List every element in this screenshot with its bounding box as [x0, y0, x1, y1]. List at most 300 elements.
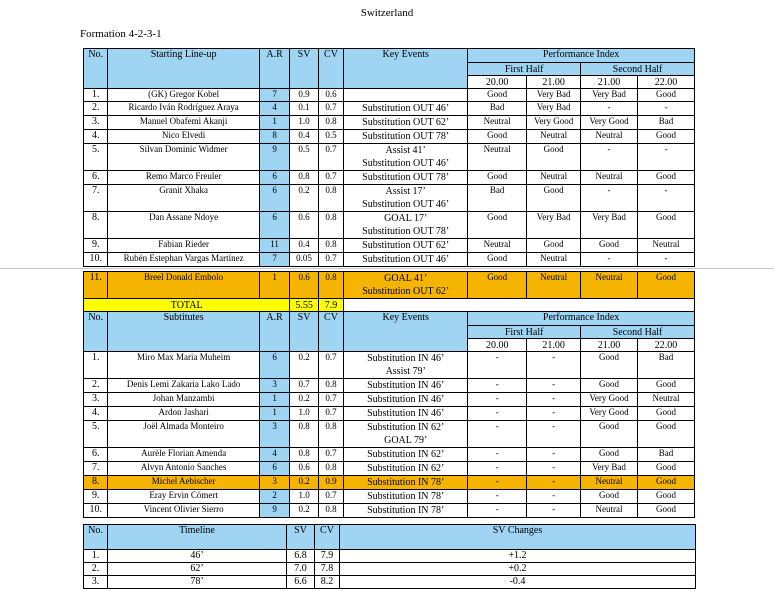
- starter-11-row: [84, 272, 695, 299]
- header-second-half: Second Half: [581, 326, 695, 339]
- timeline-sv: 6.8: [287, 550, 315, 563]
- performance-3: Good: [581, 379, 638, 393]
- key-event: GOAL 41’: [384, 273, 428, 284]
- formation-label: Formation 4-2-3-1: [80, 28, 162, 40]
- performance-2: -: [527, 379, 581, 393]
- player-name: Granit Xhaka: [108, 185, 259, 212]
- header-sv: SV: [290, 312, 318, 352]
- performance-4: -: [637, 185, 694, 212]
- performance-4: -: [637, 102, 694, 116]
- player-ar: 2: [259, 490, 289, 504]
- key-events: [344, 144, 468, 171]
- performance-1: Bad: [468, 185, 527, 212]
- player-ar: 1: [259, 393, 289, 407]
- player-name: Dan Assane Ndoye: [108, 212, 259, 239]
- row-number: 11.: [84, 272, 108, 299]
- player-ar: 3: [259, 421, 289, 448]
- row-number: 6.: [84, 448, 108, 462]
- player-ar: 7: [259, 253, 289, 267]
- player-ar: 9: [259, 144, 289, 171]
- header-time-2: 21.00: [527, 76, 581, 89]
- performance-3: -: [581, 102, 638, 116]
- player-name: (GK) Gregor Kobel: [108, 89, 259, 102]
- header-cv: CV: [318, 49, 343, 89]
- key-event: Substitution OUT 78’: [362, 131, 450, 142]
- starters-rows: [84, 89, 695, 267]
- player-name: Miro Max Maria Muheim: [108, 352, 259, 379]
- row-number: 4.: [84, 407, 108, 421]
- starter-row: [84, 130, 695, 144]
- performance-3: Very Bad: [581, 89, 638, 102]
- performance-3: Very Bad: [581, 462, 638, 476]
- key-event: Substitution OUT 46’: [362, 158, 450, 169]
- sv-change: +1.2: [340, 550, 696, 563]
- row-number: 1.: [84, 550, 108, 563]
- row-number: 3.: [84, 576, 108, 589]
- key-events: [344, 116, 468, 130]
- performance-2: Very Bad: [527, 89, 581, 102]
- timeline-sv: 7.0: [287, 563, 315, 576]
- row-number: 10.: [84, 253, 108, 267]
- starting-lineup-table: [83, 48, 695, 267]
- header-no: No.: [84, 525, 108, 550]
- player-sv: 1.0: [290, 407, 318, 421]
- performance-4: Bad: [637, 352, 694, 379]
- starter-row: [84, 253, 695, 267]
- player-sv: 1.0: [290, 116, 318, 130]
- key-events: [344, 185, 468, 212]
- performance-1: Neutral: [468, 116, 527, 130]
- performance-3: -: [581, 185, 638, 212]
- player-sv: 0.8: [290, 171, 318, 185]
- performance-3: Neutral: [581, 504, 638, 518]
- performance-1: Good: [468, 272, 527, 299]
- key-event: Substitution IN 46’: [367, 353, 445, 364]
- player-cv: 0.8: [318, 212, 343, 239]
- substitute-row: [84, 421, 695, 448]
- key-events: [344, 212, 468, 239]
- performance-4: Good: [637, 490, 694, 504]
- starter-row: [84, 144, 695, 171]
- header-timeline: Timeline: [108, 525, 287, 550]
- performance-3: Good: [581, 239, 638, 253]
- header-key-events: Key Events: [344, 49, 468, 89]
- player-cv: 0.8: [318, 421, 343, 448]
- player-sv: 0.8: [290, 421, 318, 448]
- substitute-row: [84, 448, 695, 462]
- player-cv: 0.7: [318, 352, 343, 379]
- timeline-minute: 62’: [108, 563, 287, 576]
- timeline-cv: 7.8: [315, 563, 340, 576]
- performance-4: Good: [637, 171, 694, 185]
- performance-4: -: [637, 253, 694, 267]
- substitute-row: [84, 476, 695, 490]
- timeline-minute: 78’: [108, 576, 287, 589]
- player-ar: 8: [259, 130, 289, 144]
- timeline-row: [84, 576, 696, 589]
- key-event: Substitution OUT 62’: [362, 240, 450, 251]
- performance-4: Bad: [637, 116, 694, 130]
- substitute-row: [84, 379, 695, 393]
- page-title: Switzerland: [360, 7, 414, 19]
- key-event: Substitution IN 46’: [367, 380, 445, 391]
- player-name: Fabian Rieder: [108, 239, 259, 253]
- player-sv: 0.5: [290, 144, 318, 171]
- key-events: [344, 89, 468, 102]
- performance-2: Neutral: [527, 272, 581, 299]
- player-ar: 11: [259, 239, 289, 253]
- starter-row: [84, 116, 695, 130]
- player-name: Breel Donald Embolo: [108, 272, 259, 299]
- sv-change: +0.2: [340, 563, 696, 576]
- player-ar: 6: [259, 171, 289, 185]
- key-event: Substitution OUT 46’: [362, 199, 450, 210]
- header-time-4: 22.00: [637, 76, 694, 89]
- performance-1: -: [468, 352, 527, 379]
- performance-3: Very Bad: [581, 212, 638, 239]
- key-events: [344, 393, 468, 407]
- key-events: [344, 102, 468, 116]
- row-number: 4.: [84, 130, 108, 144]
- key-event: Substitution IN 62’: [367, 463, 445, 474]
- player-cv: 0.7: [318, 253, 343, 267]
- key-events: [344, 352, 468, 379]
- header-cv: CV: [315, 525, 340, 550]
- key-event: Assist 17’: [385, 186, 426, 197]
- player-name: Aurèle Florian Amenda: [108, 448, 259, 462]
- player-cv: 0.7: [318, 393, 343, 407]
- player-sv: 0.2: [290, 476, 318, 490]
- performance-2: -: [527, 448, 581, 462]
- header-time-2: 21.00: [527, 339, 581, 352]
- header-performance-index: Performance Index: [468, 312, 695, 326]
- timeline-row: [84, 550, 696, 563]
- player-sv: 0.2: [290, 504, 318, 518]
- player-ar: 3: [259, 379, 289, 393]
- player-cv: 0.8: [318, 379, 343, 393]
- row-number: 2.: [84, 379, 108, 393]
- player-cv: 0.8: [318, 504, 343, 518]
- timeline-table: [83, 524, 696, 589]
- player-cv: 0.7: [318, 171, 343, 185]
- performance-3: -: [581, 253, 638, 267]
- performance-1: -: [468, 462, 527, 476]
- header-cv: CV: [318, 312, 343, 352]
- key-event: Substitution OUT 78’: [362, 172, 450, 183]
- performance-4: Neutral: [637, 393, 694, 407]
- header-time-3: 21.00: [581, 339, 638, 352]
- performance-4: Good: [637, 504, 694, 518]
- performance-1: -: [468, 393, 527, 407]
- starter-row: [84, 272, 695, 299]
- key-events: [344, 421, 468, 448]
- key-event: Substitution OUT 62’: [362, 117, 450, 128]
- header-ar: A.R: [259, 49, 289, 89]
- total-sv: 5.55: [290, 299, 318, 312]
- key-event: Substitution IN 78’: [367, 491, 445, 502]
- timeline-cv: 8.2: [315, 576, 340, 589]
- key-event: Assist 79’: [385, 366, 426, 377]
- header-time-4: 22.00: [637, 339, 694, 352]
- performance-1: Good: [468, 89, 527, 102]
- performance-4: Good: [637, 379, 694, 393]
- row-number: 5.: [84, 421, 108, 448]
- player-name: Eray Ervin Cömert: [108, 490, 259, 504]
- row-number: 8.: [84, 212, 108, 239]
- performance-2: -: [527, 407, 581, 421]
- header-sv-changes: SV Changes: [340, 525, 696, 550]
- key-events: [344, 272, 468, 299]
- performance-4: -: [637, 144, 694, 171]
- performance-1: Neutral: [468, 239, 527, 253]
- key-event: Substitution OUT 46’: [362, 103, 450, 114]
- row-number: 10.: [84, 504, 108, 518]
- substitutes-table: [83, 271, 695, 518]
- player-name: Denis Lemi Zakaria Lako Lado: [108, 379, 259, 393]
- substitute-row: [84, 407, 695, 421]
- row-number: 6.: [84, 171, 108, 185]
- performance-3: Good: [581, 490, 638, 504]
- starter-row: [84, 239, 695, 253]
- player-sv: 0.6: [290, 212, 318, 239]
- performance-1: Good: [468, 253, 527, 267]
- performance-3: -: [581, 144, 638, 171]
- player-sv: 0.4: [290, 130, 318, 144]
- total-label: TOTAL: [84, 299, 290, 312]
- player-name: Johan Manzambi: [108, 393, 259, 407]
- player-cv: 0.7: [318, 490, 343, 504]
- header-first-half: First Half: [468, 326, 581, 339]
- header-time-3: 21.00: [581, 76, 638, 89]
- performance-1: -: [468, 421, 527, 448]
- key-events: [344, 490, 468, 504]
- performance-4: Neutral: [637, 239, 694, 253]
- player-ar: 3: [259, 476, 289, 490]
- performance-4: Good: [637, 212, 694, 239]
- header-no: No.: [84, 312, 108, 352]
- player-sv: 0.6: [290, 272, 318, 299]
- player-name: Vincent Olivier Sierro: [108, 504, 259, 518]
- timeline-cv: 7.9: [315, 550, 340, 563]
- substitute-row: [84, 393, 695, 407]
- header-sv: SV: [287, 525, 315, 550]
- starter-row: [84, 102, 695, 116]
- key-event: Substitution OUT 46’: [362, 254, 450, 265]
- performance-3: Very Good: [581, 393, 638, 407]
- starter-row: [84, 212, 695, 239]
- player-sv: 0.2: [290, 352, 318, 379]
- row-number: 9.: [84, 490, 108, 504]
- key-events: [344, 239, 468, 253]
- player-cv: 0.7: [318, 144, 343, 171]
- player-ar: 6: [259, 352, 289, 379]
- performance-3: Neutral: [581, 130, 638, 144]
- row-number: 3.: [84, 116, 108, 130]
- performance-4: Good: [637, 130, 694, 144]
- row-number: 7.: [84, 462, 108, 476]
- key-event: Substitution IN 78’: [367, 505, 445, 516]
- player-sv: 0.1: [290, 102, 318, 116]
- player-cv: 0.5: [318, 130, 343, 144]
- performance-4: Good: [637, 462, 694, 476]
- performance-4: Good: [637, 476, 694, 490]
- header-starting-lineup: Starting Line-up: [108, 49, 259, 89]
- performance-1: -: [468, 490, 527, 504]
- performance-3: Very Good: [581, 116, 638, 130]
- timeline-sv: 6.6: [287, 576, 315, 589]
- performance-2: Neutral: [527, 171, 581, 185]
- player-ar: 6: [259, 462, 289, 476]
- player-cv: 0.8: [318, 239, 343, 253]
- timeline-row: [84, 563, 696, 576]
- performance-1: -: [468, 379, 527, 393]
- row-number: 1.: [84, 352, 108, 379]
- key-event: GOAL 17’: [384, 213, 428, 224]
- timeline-rows: [84, 550, 696, 589]
- row-number: 9.: [84, 239, 108, 253]
- header-time-1: 20.00: [468, 76, 527, 89]
- header-ar: A.R: [259, 312, 289, 352]
- player-name: Joël Almada Monteiro: [108, 421, 259, 448]
- substitute-row: [84, 462, 695, 476]
- performance-2: Good: [527, 239, 581, 253]
- performance-2: -: [527, 462, 581, 476]
- key-event: Substitution IN 62’: [367, 449, 445, 460]
- performance-2: Very Good: [527, 116, 581, 130]
- row-number: 5.: [84, 144, 108, 171]
- substitute-row: [84, 504, 695, 518]
- performance-1: Bad: [468, 102, 527, 116]
- player-name: Manuel Obafemi Akanji: [108, 116, 259, 130]
- player-ar: 6: [259, 185, 289, 212]
- performance-2: Good: [527, 185, 581, 212]
- key-events: [344, 476, 468, 490]
- performance-1: -: [468, 476, 527, 490]
- starter-row: [84, 89, 695, 102]
- player-ar: 6: [259, 212, 289, 239]
- performance-2: Neutral: [527, 130, 581, 144]
- player-sv: 1.0: [290, 490, 318, 504]
- performance-3: Good: [581, 352, 638, 379]
- page-break-divider: [0, 268, 774, 269]
- key-event: Substitution IN 78’: [367, 477, 445, 488]
- performance-3: Good: [581, 448, 638, 462]
- performance-4: Good: [637, 89, 694, 102]
- player-sv: 0.2: [290, 393, 318, 407]
- header-no: No.: [84, 49, 108, 89]
- key-event: Substitution IN 62’: [367, 422, 445, 433]
- row-number: 3.: [84, 393, 108, 407]
- key-event: Substitution IN 46’: [367, 408, 445, 419]
- player-name: Ardon Jashari: [108, 407, 259, 421]
- header-substitutes: Subtitutes: [108, 312, 259, 352]
- player-cv: 0.8: [318, 462, 343, 476]
- header-second-half: Second Half: [581, 63, 695, 76]
- row-number: 2.: [84, 102, 108, 116]
- player-sv: 0.8: [290, 448, 318, 462]
- player-name: Michel Aebischer: [108, 476, 259, 490]
- performance-4: Good: [637, 407, 694, 421]
- player-ar: 1: [259, 407, 289, 421]
- header-time-1: 20.00: [468, 339, 527, 352]
- performance-3: Very Good: [581, 407, 638, 421]
- header-performance-index: Performance Index: [468, 49, 695, 63]
- key-events: [344, 407, 468, 421]
- performance-2: -: [527, 421, 581, 448]
- key-event: Substitution IN 46’: [367, 394, 445, 405]
- row-number: 1.: [84, 89, 108, 102]
- player-ar: 7: [259, 89, 289, 102]
- player-name: Rubén Estephan Vargas Martínez: [108, 253, 259, 267]
- starter-row: [84, 185, 695, 212]
- key-events: [344, 462, 468, 476]
- substitute-row: [84, 352, 695, 379]
- performance-3: Neutral: [581, 171, 638, 185]
- player-cv: 0.8: [318, 272, 343, 299]
- row-number: 2.: [84, 563, 108, 576]
- substitutes-rows: [84, 352, 695, 518]
- player-cv: 0.8: [318, 116, 343, 130]
- player-ar: 4: [259, 102, 289, 116]
- performance-2: -: [527, 352, 581, 379]
- performance-2: Good: [527, 144, 581, 171]
- player-name: Remo Marco Freuler: [108, 171, 259, 185]
- player-sv: 0.05: [290, 253, 318, 267]
- performance-2: -: [527, 476, 581, 490]
- substitute-row: [84, 490, 695, 504]
- player-cv: 0.7: [318, 102, 343, 116]
- key-events: [344, 448, 468, 462]
- performance-2: -: [527, 490, 581, 504]
- key-event: Assist 41’: [385, 145, 426, 156]
- key-event: [346, 89, 465, 101]
- performance-1: Good: [468, 212, 527, 239]
- timeline-minute: 46’: [108, 550, 287, 563]
- player-sv: 0.6: [290, 462, 318, 476]
- key-events: [344, 253, 468, 267]
- key-events: [344, 504, 468, 518]
- performance-2: Very Bad: [527, 102, 581, 116]
- player-cv: 0.6: [318, 89, 343, 102]
- player-cv: 0.8: [318, 185, 343, 212]
- key-events: [344, 130, 468, 144]
- performance-1: Good: [468, 130, 527, 144]
- player-cv: 0.7: [318, 448, 343, 462]
- key-event: Substitution OUT 62’: [362, 286, 450, 297]
- player-ar: 1: [259, 272, 289, 299]
- performance-1: -: [468, 504, 527, 518]
- player-sv: 0.7: [290, 379, 318, 393]
- performance-2: Neutral: [527, 253, 581, 267]
- key-event: Substitution OUT 78’: [362, 226, 450, 237]
- header-first-half: First Half: [468, 63, 581, 76]
- performance-1: -: [468, 448, 527, 462]
- performance-1: Good: [468, 171, 527, 185]
- player-name: Nico Elvedi: [108, 130, 259, 144]
- player-sv: 0.9: [290, 89, 318, 102]
- row-number: 7.: [84, 185, 108, 212]
- total-row: [84, 299, 695, 312]
- player-sv: 0.2: [290, 185, 318, 212]
- performance-3: Neutral: [581, 272, 638, 299]
- sv-change: -0.4: [340, 576, 696, 589]
- performance-1: Neutral: [468, 144, 527, 171]
- row-number: 8.: [84, 476, 108, 490]
- player-name: Silvan Dominic Widmer: [108, 144, 259, 171]
- performance-2: -: [527, 504, 581, 518]
- player-sv: 0.4: [290, 239, 318, 253]
- performance-3: Neutral: [581, 476, 638, 490]
